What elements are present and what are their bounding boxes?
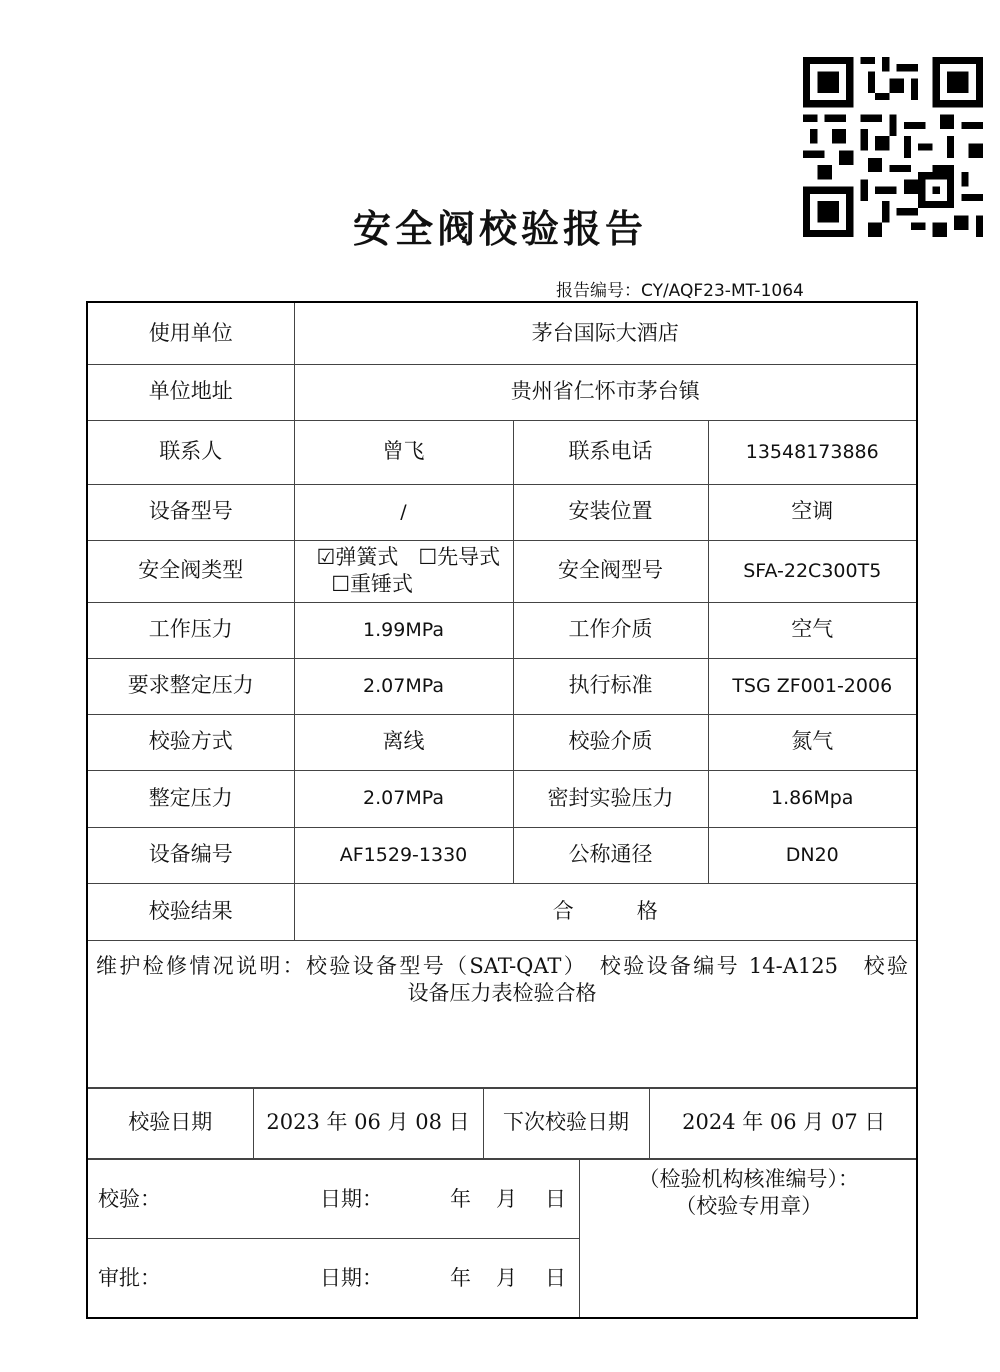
qr-code-icon — [803, 57, 983, 237]
seal-pressure-label: 密封实验压力 — [513, 770, 708, 827]
contact-value: 曾飞 — [294, 420, 513, 484]
address-value: 贵州省仁怀市茅台镇 — [294, 364, 917, 420]
method-value: 离线 — [294, 714, 513, 770]
next-date-value: 2024 年 06 月 07 日 — [649, 1088, 918, 1158]
work-pressure-label: 工作压力 — [87, 602, 294, 658]
result-value: 合 格 — [294, 883, 917, 940]
checked-box-icon[interactable]: ☑ — [316, 544, 336, 569]
maintenance-note — [87, 940, 917, 1087]
equip-model-value: / — [294, 484, 513, 540]
user-unit-value: 茅台国际大酒店 — [294, 302, 917, 364]
standard-label: 执行标准 — [513, 658, 708, 714]
equip-model-label: 设备型号 — [87, 484, 294, 540]
approver-cell — [88, 1238, 579, 1317]
pilot-type-option: 先导式 — [437, 544, 501, 569]
nominal-dia-label: 公称通径 — [513, 827, 708, 883]
equip-no-label: 设备编号 — [87, 827, 294, 883]
test-date-label: 校验日期 — [88, 1088, 253, 1158]
req-set-pressure-label: 要求整定压力 — [87, 658, 294, 714]
test-date-value: 2023 年 06 月 08 日 — [253, 1088, 483, 1158]
work-medium-label: 工作介质 — [513, 602, 708, 658]
approver-label: 审批： — [98, 1265, 161, 1290]
valve-type-options — [294, 540, 513, 602]
stamp-label: （校验专用章） — [675, 1193, 823, 1218]
user-unit-label: 使用单位 — [87, 302, 294, 364]
set-pressure-value: 2.07MPa — [294, 770, 513, 827]
nominal-dia-value: DN20 — [708, 827, 917, 883]
weight-type-option: 重锤式 — [350, 572, 414, 596]
checker-cell — [88, 1159, 579, 1238]
checker-date-label: 日期： — [320, 1186, 383, 1211]
checker-year: 年 — [450, 1186, 471, 1211]
report-table — [86, 301, 918, 1319]
signature-table — [88, 1159, 918, 1317]
req-set-pressure-value: 2.07MPa — [294, 658, 513, 714]
install-loc-label: 安装位置 — [513, 484, 708, 540]
approver-year: 年 — [450, 1265, 471, 1290]
checker-month: 月 — [496, 1186, 517, 1211]
test-medium-value: 氮气 — [708, 714, 917, 770]
agency-number-label: （检验机构核准编号）： — [638, 1166, 859, 1191]
date-table — [88, 1088, 918, 1159]
install-loc-value: 空调 — [708, 484, 917, 540]
set-pressure-label: 整定压力 — [87, 770, 294, 827]
standard-value: TSG ZF001-2006 — [708, 658, 917, 714]
valve-model-label: 安全阀型号 — [513, 540, 708, 602]
valve-type-label: 安全阀类型 — [87, 540, 294, 602]
method-label: 校验方式 — [87, 714, 294, 770]
phone-label: 联系电话 — [513, 420, 708, 484]
approver-date-label: 日期： — [320, 1265, 383, 1290]
report-number: 报告编号：CY/AQF23-MT-1064 — [556, 281, 804, 301]
unchecked-box-icon[interactable]: ☐ — [331, 572, 351, 596]
checker-label: 校验： — [98, 1186, 161, 1211]
phone-value: 13548173886 — [708, 420, 917, 484]
work-medium-value: 空气 — [708, 602, 917, 658]
maintenance-line-1: 维护检修情况说明：校验设备型号（SAT-QAT） 校验设备编号 14-A125 校验 — [96, 953, 908, 978]
approver-month: 月 — [496, 1265, 517, 1290]
next-date-label: 下次校验日期 — [483, 1088, 649, 1158]
contact-label: 联系人 — [87, 420, 294, 484]
work-pressure-value: 1.99MPa — [294, 602, 513, 658]
unchecked-box-icon[interactable]: ☐ — [418, 544, 438, 569]
valve-model-value: SFA-22C300T5 — [708, 540, 917, 602]
address-label: 单位地址 — [87, 364, 294, 420]
spring-type-option: 弹簧式 — [335, 544, 399, 569]
equip-no-value: AF1529-1330 — [294, 827, 513, 883]
report-title: 安全阀校验报告 — [352, 206, 647, 251]
stamp-cell — [579, 1159, 918, 1317]
checker-day: 日 — [545, 1186, 566, 1211]
seal-pressure-value: 1.86Mpa — [708, 770, 917, 827]
result-label: 校验结果 — [87, 883, 294, 940]
approver-day: 日 — [545, 1265, 566, 1290]
test-medium-label: 校验介质 — [513, 714, 708, 770]
maintenance-line-2: 设备压力表检验合格 — [407, 980, 597, 1005]
